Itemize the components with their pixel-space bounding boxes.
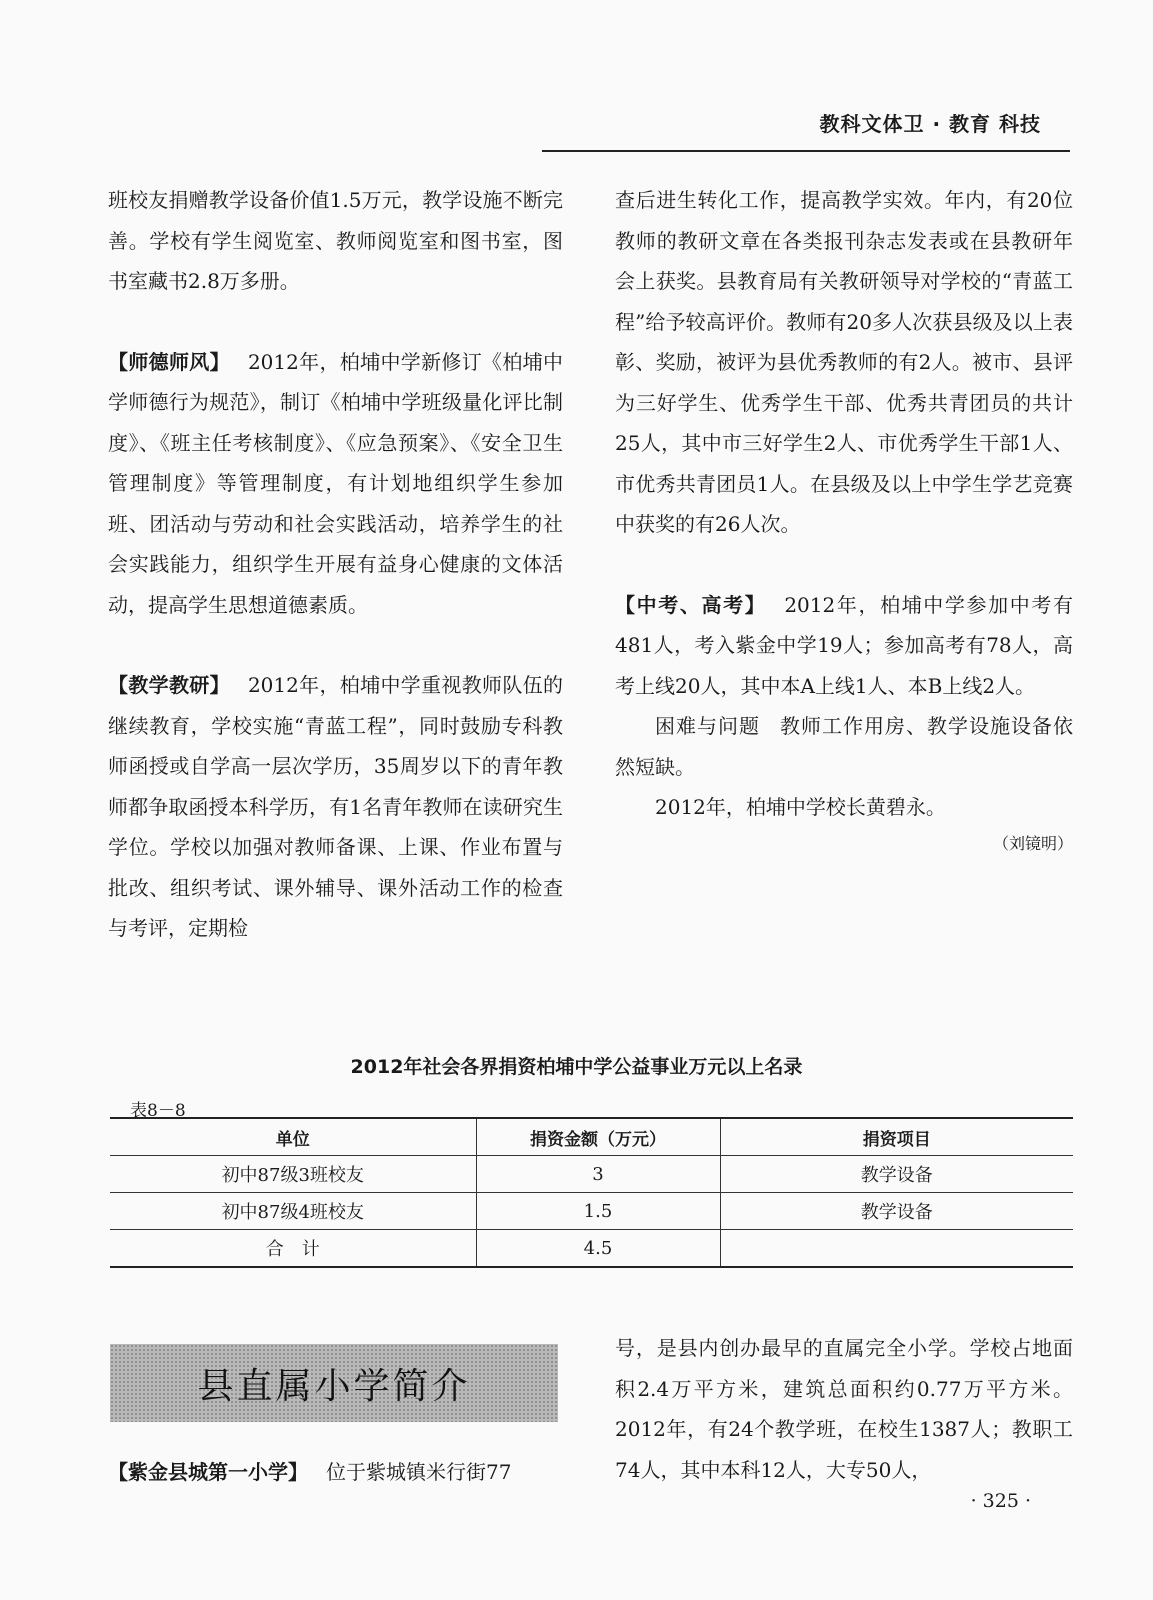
bottom-left-column: [108, 1452, 563, 1492]
section-teaching-label: 【教学教研】: [108, 673, 230, 697]
section-exams-text: 2012年，柏埔中学参加中考有481人，考入紫金中学19人；参加高考有78人，高考上线20人，其中本A上线1人、本B上线2人。: [615, 592, 1074, 698]
spacer: [108, 625, 563, 665]
school-label: 【紫金县城第一小学】: [108, 1460, 308, 1484]
school-intro-text: 位于紫城镇米行街77: [326, 1460, 512, 1484]
table-title: 2012年社会各界捐资柏埔中学公益事业万元以上名录: [350, 1056, 803, 1078]
section-exams: [615, 585, 1073, 707]
section-teaching-text: 2012年，柏埔中学重视教师队伍的继续教育，学校实施“青蓝工程”，同时鼓励专科教师函授或自学高一层次学历，35周岁以下的青年教师都争取函授本科学历，有1名青年教师在读研究生学位。学校以加强对教师备课、上课、作业布置与批改、组织考试、课外辅导、课外活动工作的检查与考评，定期检: [108, 673, 564, 940]
principal-paragraph: 2012年，柏埔中学校长黄碧永。: [655, 795, 946, 819]
table-header-row: [110, 1118, 1073, 1156]
column-header: 捐资金额（万元）: [476, 1118, 720, 1156]
running-header: 教科文体卫 · 教育 科技: [819, 112, 1041, 136]
section-ethics: [108, 342, 563, 626]
table-row: [110, 1156, 1073, 1193]
author-credit: （刘镜明）: [992, 833, 1073, 853]
section-ethics-text: 2012年，柏埔中学新修订《柏埔中学师德行为规范》，制订《柏埔中学班级量化评比制度》、《班主任考核制度》、《应急预案》、《安全卫生管理制度》等管理制度，有计划地组织学生参加班、团活动与劳动和社会实践活动，培养学生的社会实践能力，组织学生开展有益身心健康的文体活动，提高学生思想道德素质。: [108, 349, 564, 617]
table-cell: 初中87级4班校友: [110, 1193, 476, 1230]
school-intro-continued: 号，是县内创办最早的直属完全小学。学校占地面积2.4万平方米，建筑总面积约0.77万平方米。2012年，有24个教学班，在校生1387人；教职工74人，其中本科12人，大专50人，: [615, 1336, 1073, 1482]
spacer: [615, 545, 1073, 585]
table-cell: 教学设备: [720, 1193, 1073, 1230]
column-header: 单位: [110, 1118, 476, 1156]
difficulty-text: 教师工作用房、教学设施设备依然短缺。: [615, 714, 1073, 779]
difficulty-label: 困难与问题: [655, 714, 760, 738]
section-banner-title: 县直属小学简介: [197, 1365, 471, 1407]
table-row: [110, 1193, 1073, 1230]
table-number: 表8－8: [130, 1101, 186, 1121]
donors-table: [110, 1117, 1073, 1268]
table-cell: 4.5: [476, 1230, 720, 1268]
column-header: 捐资项目: [720, 1118, 1073, 1156]
right-paragraph-1: 查后进生转化工作，提高教学实效。年内，有20位教师的教研文章在各类报刊杂志发表或在县教研年会上获奖。县教育局有关教研领导对学校的“青蓝工程”给予较高评价。教师有20多人次获县级及以上表彰、奖励，被评为县优秀教师的有2人。被市、县评为三好学生、优秀学生干部、优秀共青团员的共计25人，其中市三好学生2人、市优秀学生干部1人、市优秀共青团员1人。在县级及以上中学生学艺竞赛中获奖的有26人次。: [615, 188, 1073, 536]
section-banner: [110, 1344, 558, 1422]
section-exams-label: 【中考、高考】: [615, 592, 767, 617]
table-cell: 1.5: [476, 1193, 720, 1230]
bottom-right-column: [615, 1328, 1073, 1490]
right-column: [615, 180, 1073, 860]
table-cell: 初中87级3班校友: [110, 1156, 476, 1193]
table-cell: 教学设备: [720, 1156, 1073, 1193]
table-total-row: [110, 1230, 1073, 1268]
page-number: · 325 ·: [970, 1490, 1031, 1512]
section-ethics-label: 【师德师风】: [108, 349, 230, 374]
table-cell: 3: [476, 1156, 720, 1193]
section-teaching: [108, 665, 563, 949]
table-cell: 合 计: [110, 1230, 476, 1268]
difficulty-paragraph: [615, 706, 1073, 787]
left-paragraph-1: 班校友捐赠教学设备价值1.5万元，教学设施不断完善。学校有学生阅览室、教师阅览室和图书室，图书室藏书2.8万多册。: [108, 188, 563, 293]
header-rule: [542, 150, 1070, 152]
table-cell: [720, 1230, 1073, 1268]
spacer: [108, 302, 563, 342]
left-column: [108, 180, 563, 949]
